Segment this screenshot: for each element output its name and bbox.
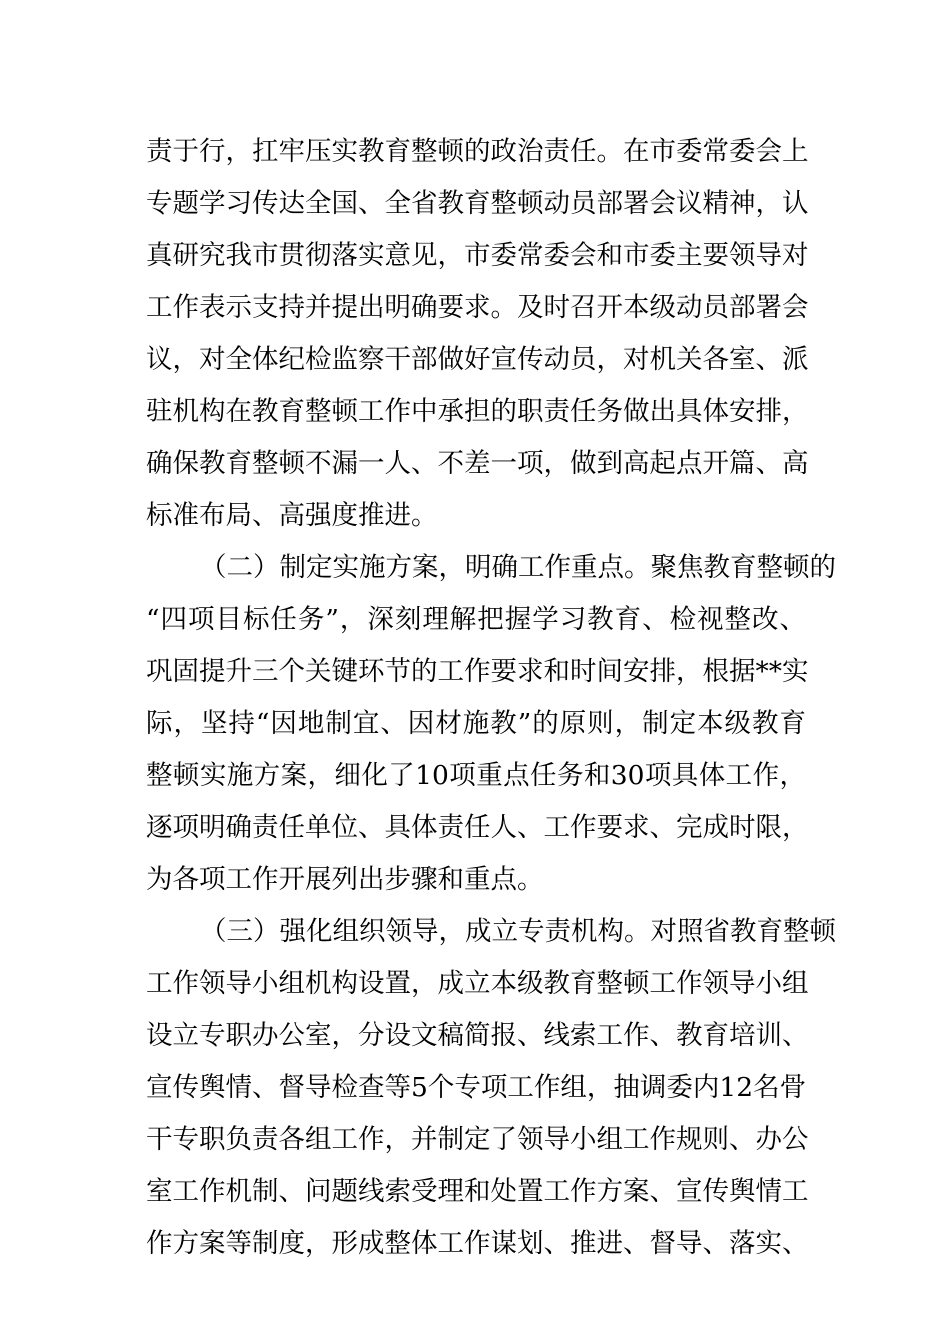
- text-line: 真研究我市贯彻落实意见，市委常委会和市委主要领导对: [146, 240, 809, 271]
- text-line: 干专职负责各组工作，并制定了领导小组工作规则、办公: [146, 1124, 809, 1155]
- text-line: 整顿实施方案，细化了10项重点任务和30项具体工作，: [146, 760, 806, 791]
- text-line: 室工作机制、问题线索受理和处置工作方案、宣传舆情工: [146, 1176, 809, 1207]
- text-line: 工作表示支持并提出明确要求。及时召开本级动员部署会: [146, 292, 809, 323]
- text-line: 专题学习传达全国、全省教育整顿动员部署会议精神，认: [146, 188, 809, 219]
- text-line: 驻机构在教育整顿工作中承担的职责任务做出具体安排，: [146, 396, 809, 427]
- text-line: 标准布局、高强度推进。: [146, 500, 438, 531]
- text-line: 责于行，扛牢压实教育整顿的政治责任。在市委常委会上: [146, 136, 809, 167]
- section-heading-line: （二）制定实施方案，明确工作重点。聚焦教育整顿的: [200, 552, 836, 583]
- text-line: 宣传舆情、督导检查等5个专项工作组，抽调委内12名骨: [146, 1072, 807, 1103]
- text-line: 确保教育整顿不漏一人、不差一项，做到高起点开篇、高: [146, 448, 809, 479]
- text-line: 设立专职办公室，分设文稿简报、线索工作、教育培训、: [146, 1020, 809, 1051]
- text-line: 作方案等制度，形成整体工作谋划、推进、督导、落实、: [146, 1228, 809, 1259]
- text-line: 际，坚持“因地制宜、因材施教”的原则，制定本级教育: [146, 708, 806, 739]
- text-line: “四项目标任务”，深刻理解把握学习教育、检视整改、: [146, 604, 806, 635]
- text-line: 为各项工作开展列出步骤和重点。: [146, 864, 544, 895]
- section-heading-line: （三）强化组织领导，成立专责机构。对照省教育整顿: [200, 916, 836, 947]
- text-line: 议，对全体纪检监察干部做好宣传动员，对机关各室、派: [146, 344, 809, 375]
- text-line: 逐项明确责任单位、具体责任人、工作要求、完成时限，: [146, 812, 809, 843]
- text-line: 巩固提升三个关键环节的工作要求和时间安排，根据**实: [146, 656, 809, 687]
- text-line: 工作领导小组机构设置，成立本级教育整顿工作领导小组: [146, 968, 809, 999]
